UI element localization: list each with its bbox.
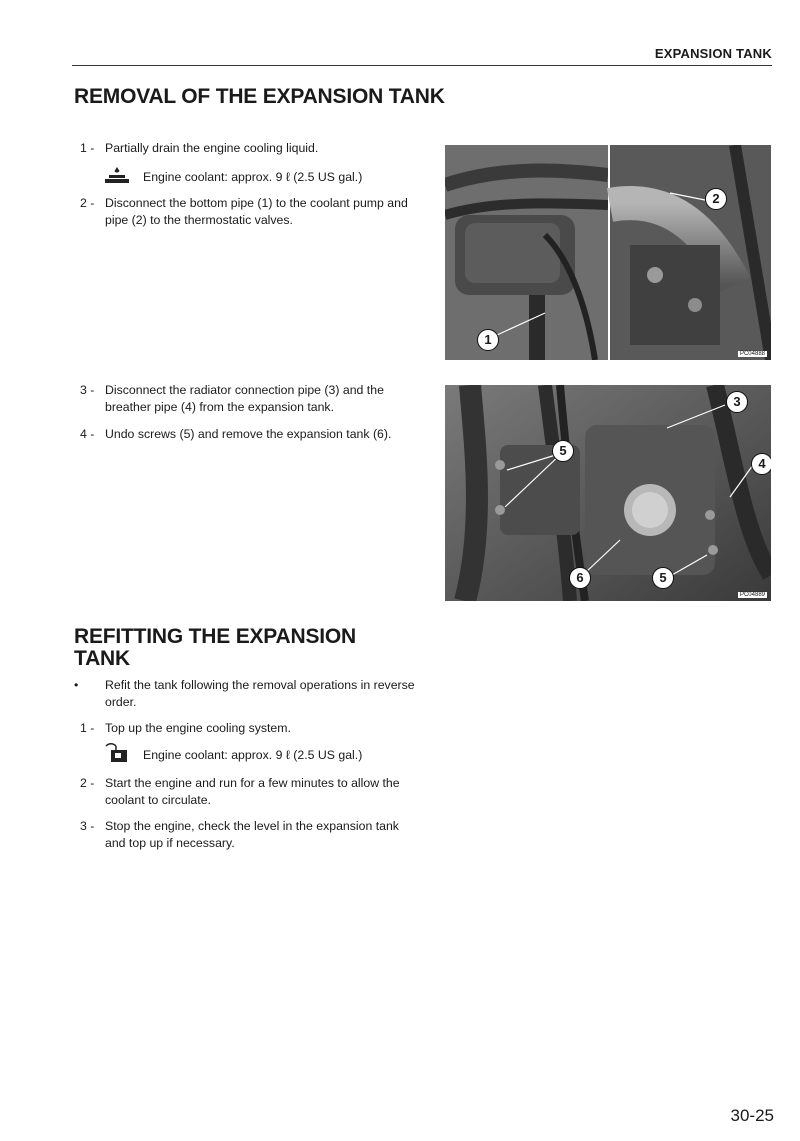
removal-step-3: [80, 382, 420, 416]
removal-title: REMOVAL OF THE EXPANSION TANK: [74, 85, 445, 108]
coolant-spec-text: Engine coolant: approx. 9 ℓ (2.5 US gal.): [143, 747, 363, 762]
step-text: Undo screws (5) and remove the expansion tank (6).: [105, 427, 392, 441]
step-text: Stop the engine, check the level in the expansion tank and top up if necessary.: [105, 819, 399, 850]
bullet-mark: •: [74, 678, 79, 692]
callout-5: 5: [552, 440, 574, 462]
step-text: Top up the engine cooling system.: [105, 721, 291, 735]
removal-step-1: [80, 140, 420, 157]
step-text: Start the engine and run for a few minutes to allow the coolant to circulate.: [105, 776, 400, 807]
section-header-title: EXPANSION TANK: [654, 46, 772, 61]
step-text: Disconnect the radiator connection pipe (3) and the breather pipe (4) from the expansion tank.: [105, 383, 384, 414]
header-rule: [72, 65, 772, 66]
step-number: 3 -: [80, 383, 95, 397]
removal-coolant-spec: [103, 166, 362, 189]
removal-step-2: [80, 195, 420, 229]
callout-3: 3: [726, 391, 748, 413]
drain-coolant-icon: [103, 166, 133, 189]
step-number: 1 -: [80, 141, 95, 155]
step-number: 2 -: [80, 196, 95, 210]
callout-2: 2: [705, 188, 727, 210]
step-number: 4 -: [80, 427, 95, 441]
page-number: 30-25: [730, 1106, 774, 1125]
step-number: 3 -: [80, 819, 95, 833]
fill-coolant-icon: [103, 742, 133, 769]
coolant-spec-text: Engine coolant: approx. 9 ℓ (2.5 US gal.): [143, 169, 363, 184]
callout-4: 4: [751, 453, 771, 475]
engine-photo-pipes: [445, 145, 771, 360]
refitting-title: REFITTING THE EXPANSION TANK: [74, 625, 357, 670]
step-text: Partially drain the engine cooling liquid.: [105, 141, 319, 155]
callout-1: 1: [477, 329, 499, 351]
refitting-bullet: [74, 677, 420, 711]
step-number: 2 -: [80, 776, 95, 790]
refitting-step-3: [80, 818, 420, 852]
callout-6: 6: [569, 567, 591, 589]
step-text: Disconnect the bottom pipe (1) to the coolant pump and pipe (2) to the thermostatic valves.: [105, 196, 408, 227]
refitting-coolant-spec: [103, 742, 362, 769]
refitting-step-2: [80, 775, 420, 809]
step-number: 1 -: [80, 721, 95, 735]
callout-5: 5: [652, 567, 674, 589]
photo-code: PC04888: [739, 351, 765, 357]
removal-step-4: [80, 426, 420, 443]
engine-photo-tank: [445, 385, 771, 601]
photo-code: PC04889: [739, 592, 765, 598]
refitting-step-1: [80, 720, 420, 737]
bullet-text: Refit the tank following the removal operations in reverse order.: [105, 678, 415, 709]
